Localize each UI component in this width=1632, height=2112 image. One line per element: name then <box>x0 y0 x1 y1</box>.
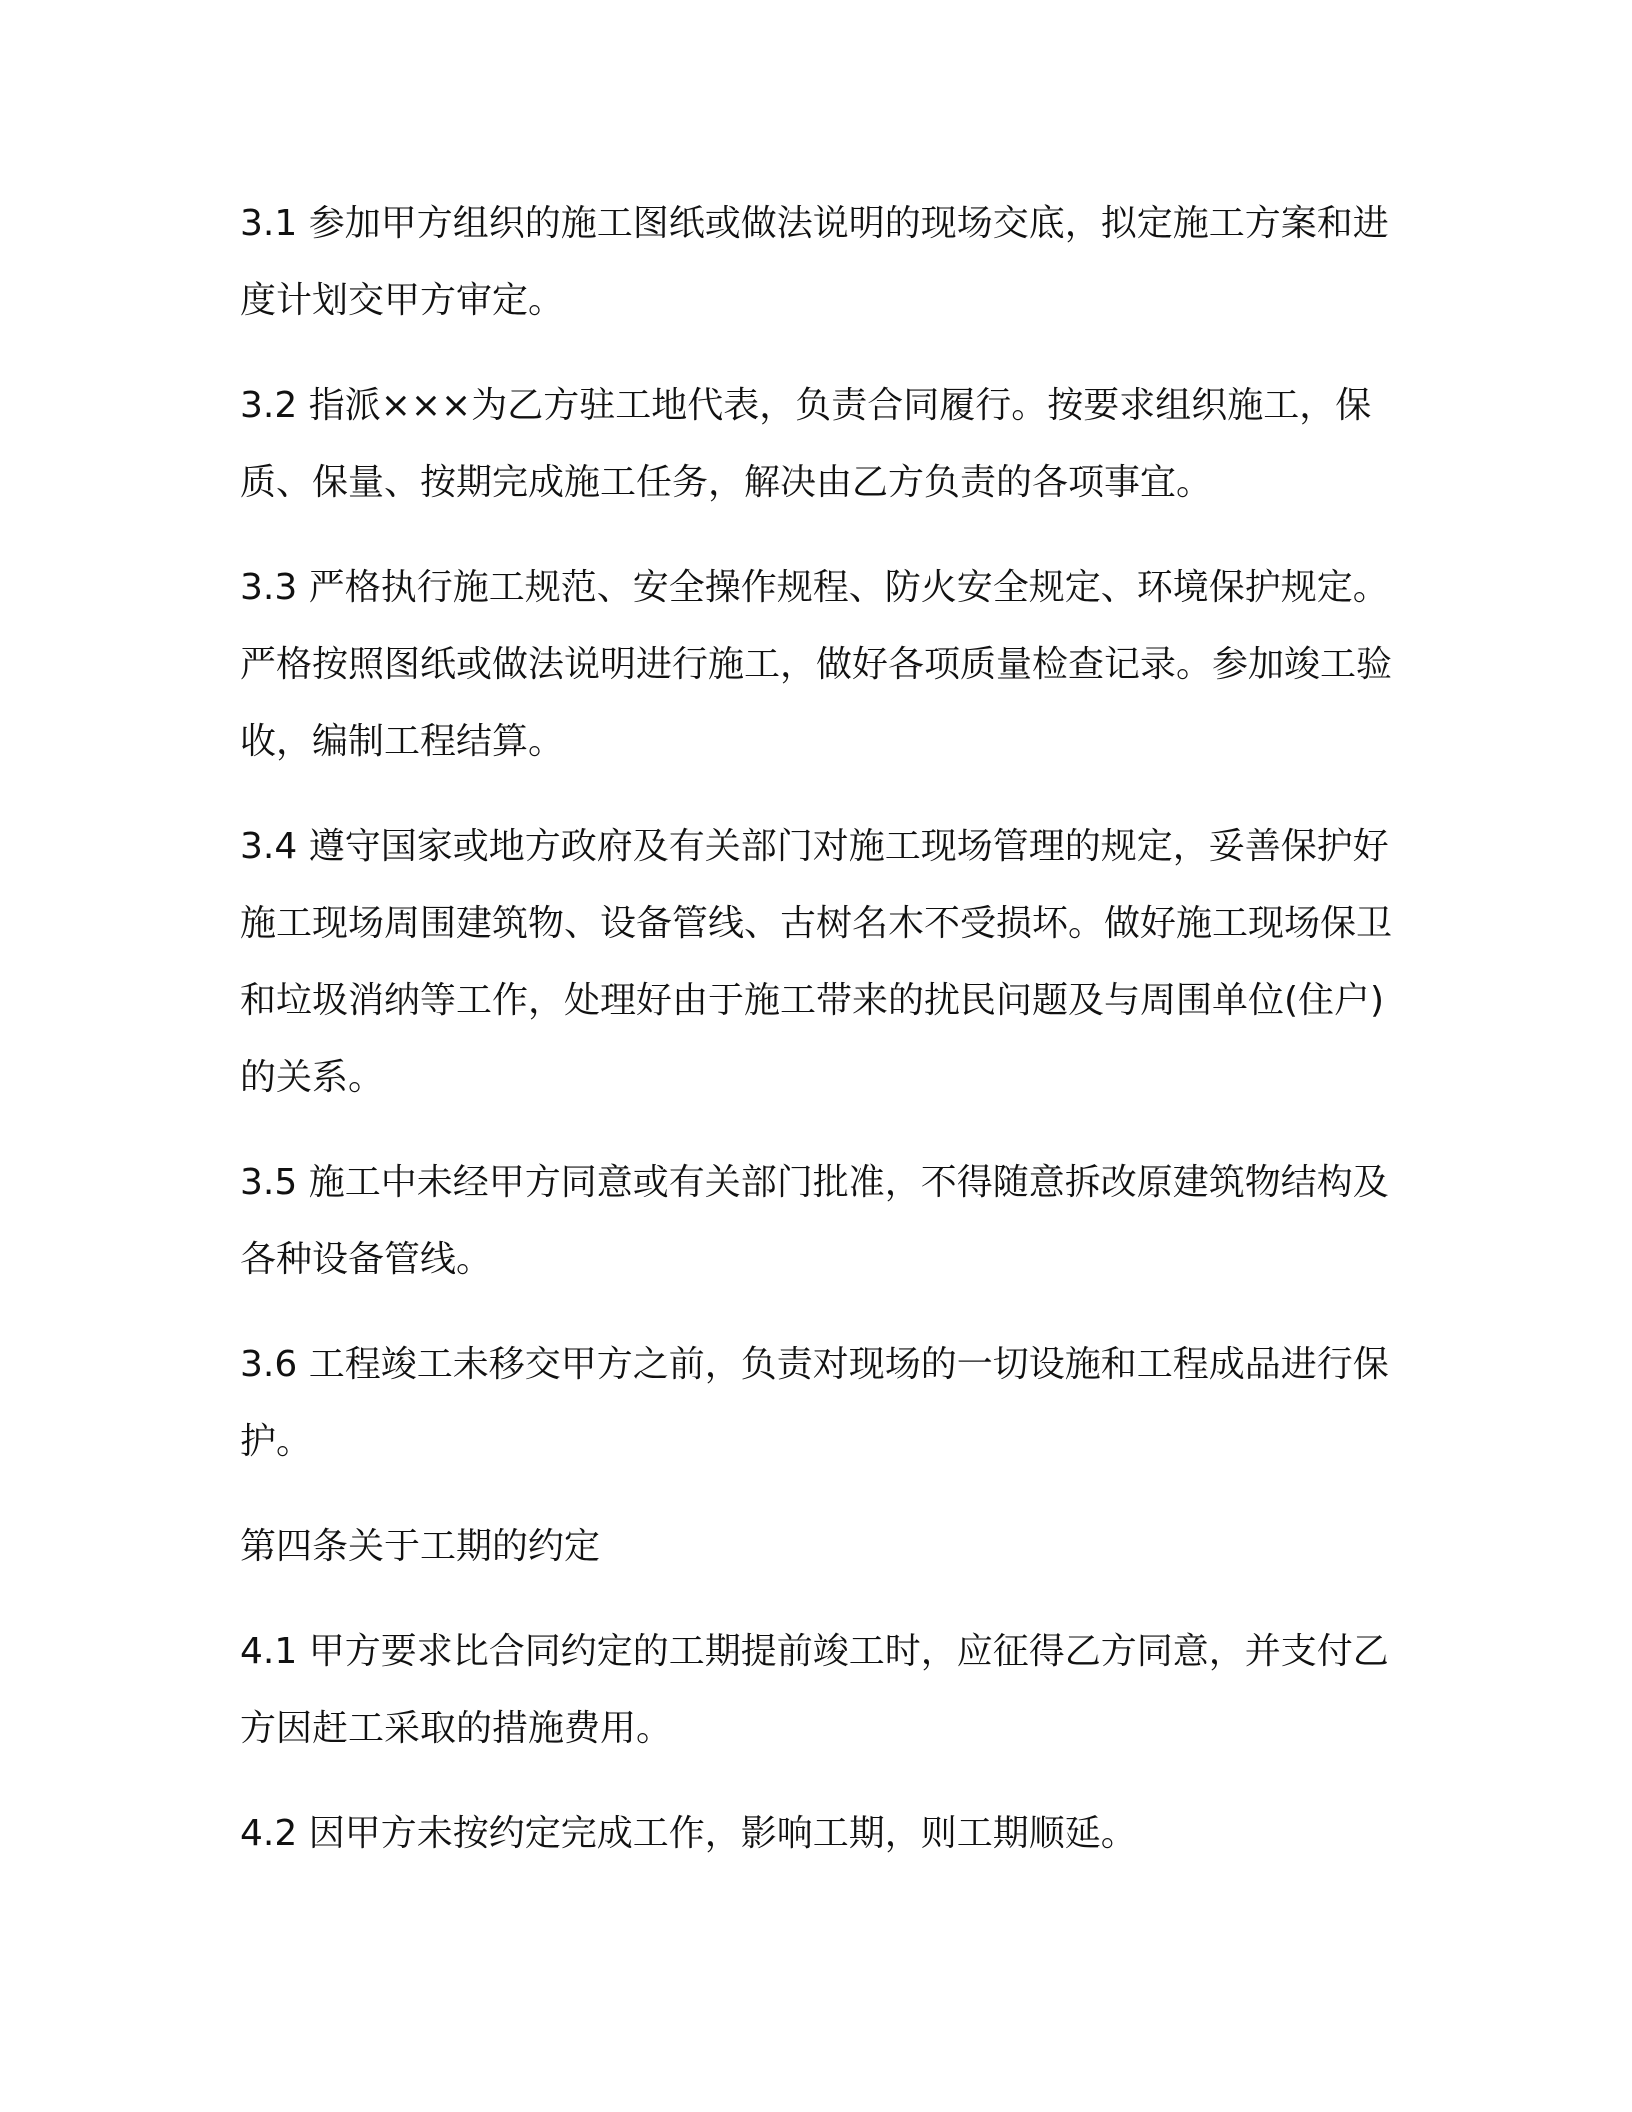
clause-3-2: 3.2 指派×××为乙方驻工地代表，负责合同履行。按要求组织施工，保质、保量、按期完成施工任务，解决由乙方负责的各项事宜。 <box>240 385 1372 503</box>
clause-3-3: 3.3 严格执行施工规范、安全操作规程、防火安全规定、环境保护规定。严格按照图纸或做法说明进行施工，做好各项质量检查记录。参加竣工验收，编制工程结算。 <box>240 567 1393 762</box>
clause-4-2: 4.2 因甲方未按约定完成工作，影响工期，则工期顺延。 <box>240 1813 1137 1854</box>
clause-3-4: 3.4 遵守国家或地方政府及有关部门对施工现场管理的规定，妥善保护好施工现场周围建筑物、设备管线、古树名木不受损坏。做好施工现场保卫和垃圾消纳等工作，处理好由于施工带来的扰民问题及与周围单位(住户)的关系。 <box>240 826 1393 1098</box>
article-4-heading: 第四条关于工期的约定 <box>240 1526 601 1567</box>
clause-4-1: 4.1 甲方要求比合同约定的工期提前竣工时，应征得乙方同意，并支付乙方因赶工采取的措施费用。 <box>240 1631 1389 1749</box>
document-body <box>240 185 1410 1900</box>
clause-3-6: 3.6 工程竣工未移交甲方之前，负责对现场的一切设施和工程成品进行保护。 <box>240 1344 1389 1462</box>
clause-3-1: 3.1 参加甲方组织的施工图纸或做法说明的现场交底，拟定施工方案和进度计划交甲方审定。 <box>240 203 1389 321</box>
clause-3-5: 3.5 施工中未经甲方同意或有关部门批准，不得随意拆改原建筑物结构及各种设备管线。 <box>240 1162 1389 1280</box>
